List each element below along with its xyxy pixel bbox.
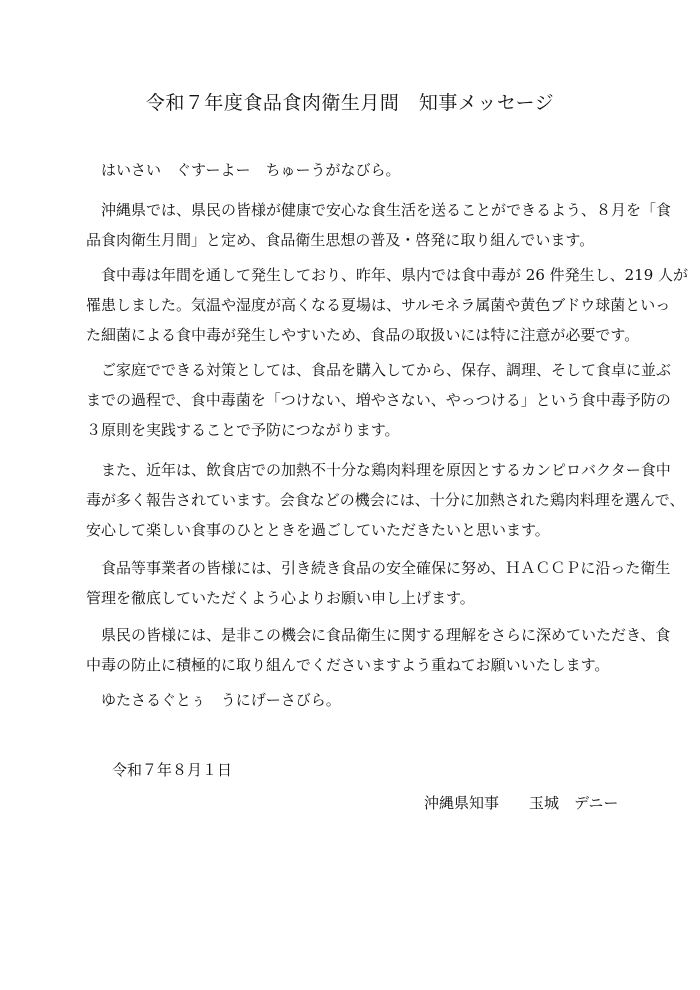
body-line: ご家庭でできる対策としては、食品を購入してから、保存、調理、そして食卓に並ぶ — [86, 361, 672, 379]
body-line: た細菌による食中毒が発生しやすいため、食品の取扱いには特に注意が必要です。 — [86, 326, 640, 344]
body-line: 食品等事業者の皆様には、引き続き食品の安全確保に努め、ＨＡＣＣＰに沿った衛生 — [86, 559, 671, 577]
body-line: 県民の皆様には、是非この機会に食品衛生に関する理解をさらに深めていただき、食 — [86, 626, 671, 644]
body-line: 沖縄県では、県民の皆様が健康で安心な食生活を送ることができるよう、８月を「食 — [86, 201, 672, 219]
body-line: 品食肉衛生月間」と定め、食品衛生思想の普及・啓発に取り組んでいます。 — [86, 231, 595, 249]
body-line: また、近年は、飲食店での加熱不十分な鶏肉料理を原因とするカンピロバクター食中 — [86, 461, 671, 479]
page-title: 令和７年度食品食肉衛生月間 知事メッセージ — [145, 92, 555, 114]
body-line: までの過程で、食中毒菌を「つけない、増やさない、やっつける」という食中毒予防の — [86, 391, 671, 409]
body-line: 管理を徹底していただくよう心よりお願い申し上げます。 — [86, 589, 475, 607]
body-line: 罹患しました。気温や湿度が高くなる夏場は、サルモネラ属菌や黄色ブドウ球菌といっ — [86, 296, 671, 314]
body-line: ３原則を実践することで予防につながります。 — [86, 421, 400, 439]
body-line: 食中毒は年間を通して発生しており、昨年、県内では食中毒が 26 件発生し、219 人が — [86, 266, 689, 284]
signer-name: 沖縄県知事 玉城 デニー — [424, 794, 619, 812]
body-line: 安心して楽しい食事のひとときを過ごしていただきたいと思います。 — [86, 521, 550, 539]
greeting-line: はいさい ぐすーよー ちゅーうがなびら。 — [86, 161, 401, 179]
body-line: 毒が多く報告されています。会食などの機会には、十分に加熱された鶏肉料理を選んで、 — [86, 491, 685, 509]
issue-date: 令和７年８月１日 — [112, 761, 233, 779]
body-line: 中毒の防止に積極的に取り組んでくださいますよう重ねてお願いいたします。 — [86, 656, 610, 674]
closing-line: ゆたさるぐとぅ うにげーさびら。 — [86, 691, 341, 709]
